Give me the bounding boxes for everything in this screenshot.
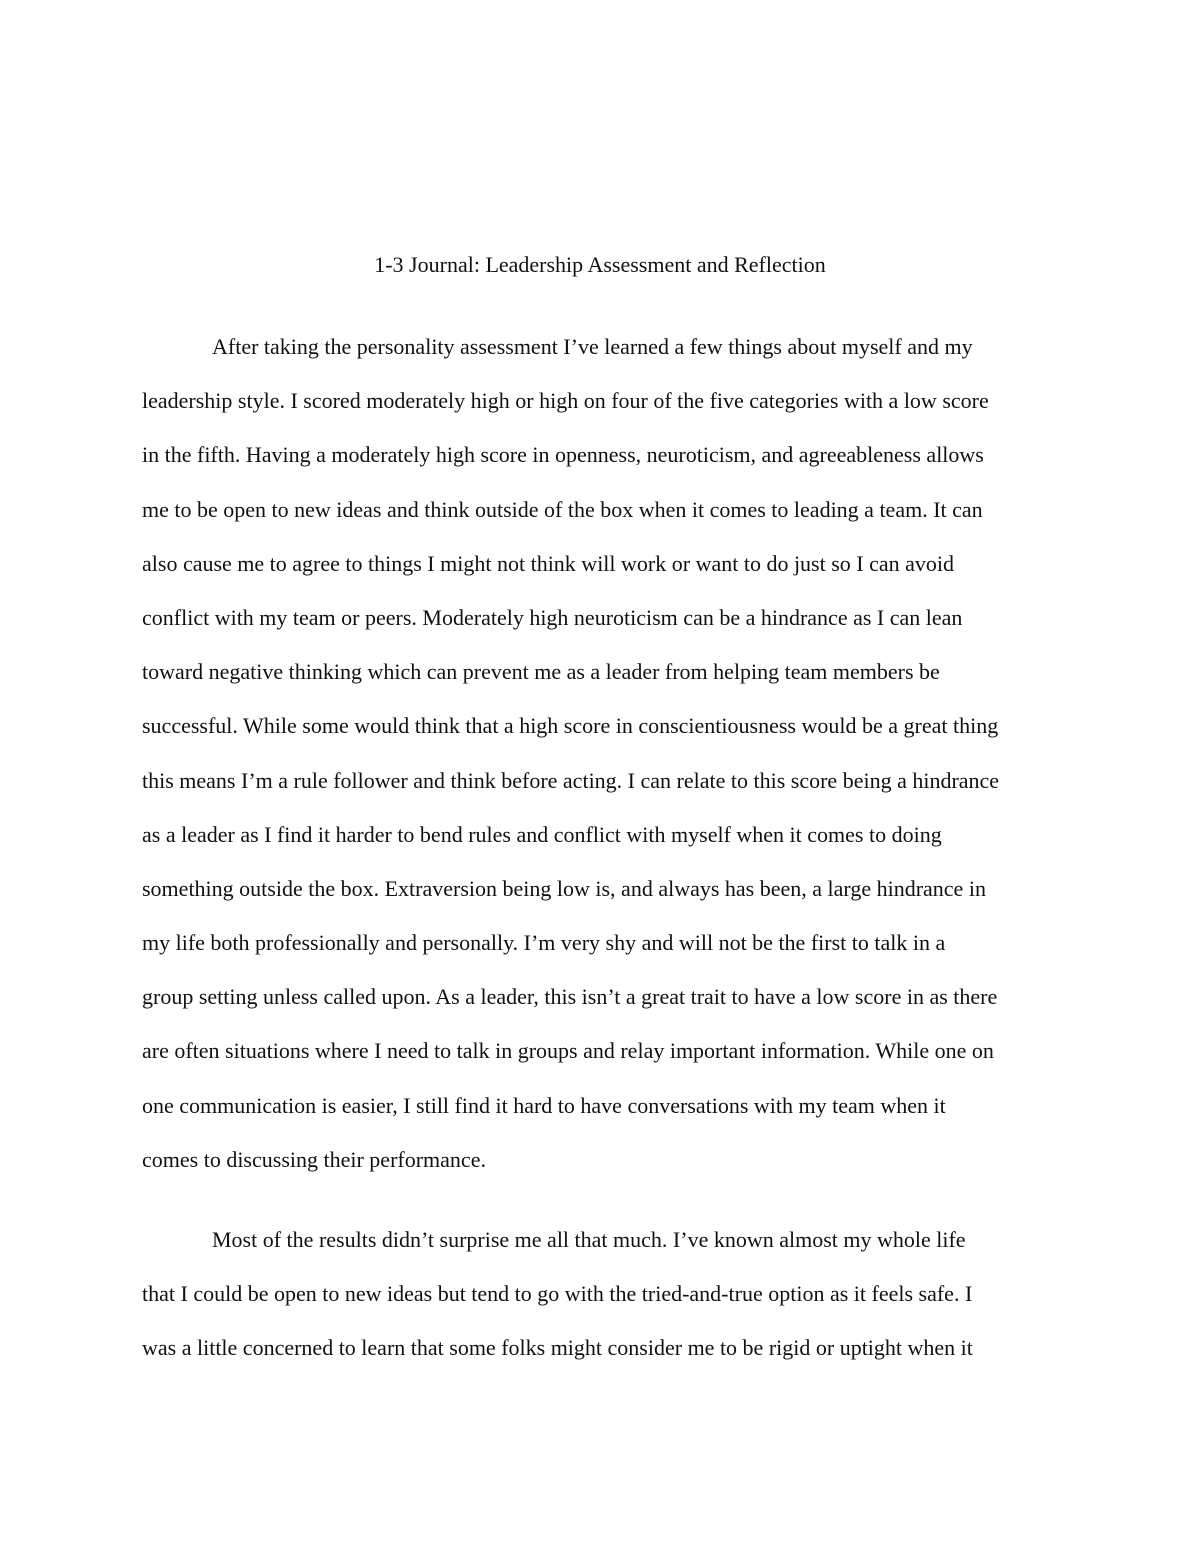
- paragraph-line: successful. While some would think that a high score in conscientiousness would be a great thing: [142, 713, 999, 739]
- paragraph-line: group setting unless called upon. As a leader, this isn’t a great trait to have a low score in as there: [142, 984, 998, 1010]
- paragraph-line: Most of the results didn’t surprise me all that much. I’ve known almost my whole life: [212, 1227, 966, 1252]
- paragraph-2: [142, 1225, 1062, 1388]
- paragraph-line: toward negative thinking which can prevent me as a leader from helping team members be: [142, 659, 940, 685]
- paragraph-1: [142, 332, 1062, 1199]
- paragraph-line: also cause me to agree to things I might not think will work or want to do just so I can avoid: [142, 550, 955, 576]
- paragraph-line: as a leader as I find it harder to bend rules and conflict with myself when it comes to doing: [142, 821, 942, 847]
- paragraph-line: one communication is easier, I still find it hard to have conversations with my team when it: [142, 1092, 946, 1118]
- paragraph-line: leadership style. I scored moderately high or high on four of the five categories with a low score: [142, 388, 989, 414]
- paragraph-line: that I could be open to new ideas but tend to go with the tried-and-true option as it feels safe. I: [142, 1281, 973, 1307]
- paragraph-line: was a little concerned to learn that some folks might consider me to be rigid or uptight when it: [142, 1335, 973, 1361]
- document-title: 1-3 Journal: Leadership Assessment and Reflection: [374, 252, 826, 277]
- paragraph-line: my life both professionally and personally. I’m very shy and will not be the first to talk in a: [142, 930, 946, 956]
- paragraph-line: in the fifth. Having a moderately high score in openness, neuroticism, and agreeableness allows: [142, 442, 984, 468]
- paragraph-line: conflict with my team or peers. Moderately high neuroticism can be a hindrance as I can lean: [142, 604, 963, 630]
- paragraph-line: this means I’m a rule follower and think before acting. I can relate to this score being a hindrance: [142, 767, 1000, 793]
- paragraph-line: comes to discussing their performance.: [142, 1146, 486, 1172]
- paragraph-line: After taking the personality assessment I’ve learned a few things about myself and my: [212, 334, 973, 359]
- paragraph-line: something outside the box. Extraversion being low is, and always has been, a large hindrance in: [142, 875, 986, 901]
- paragraph-line: me to be open to new ideas and think outside of the box when it comes to leading a team. It can: [142, 496, 983, 522]
- paragraph-line: are often situations where I need to talk in groups and relay important information. While one on: [142, 1038, 994, 1064]
